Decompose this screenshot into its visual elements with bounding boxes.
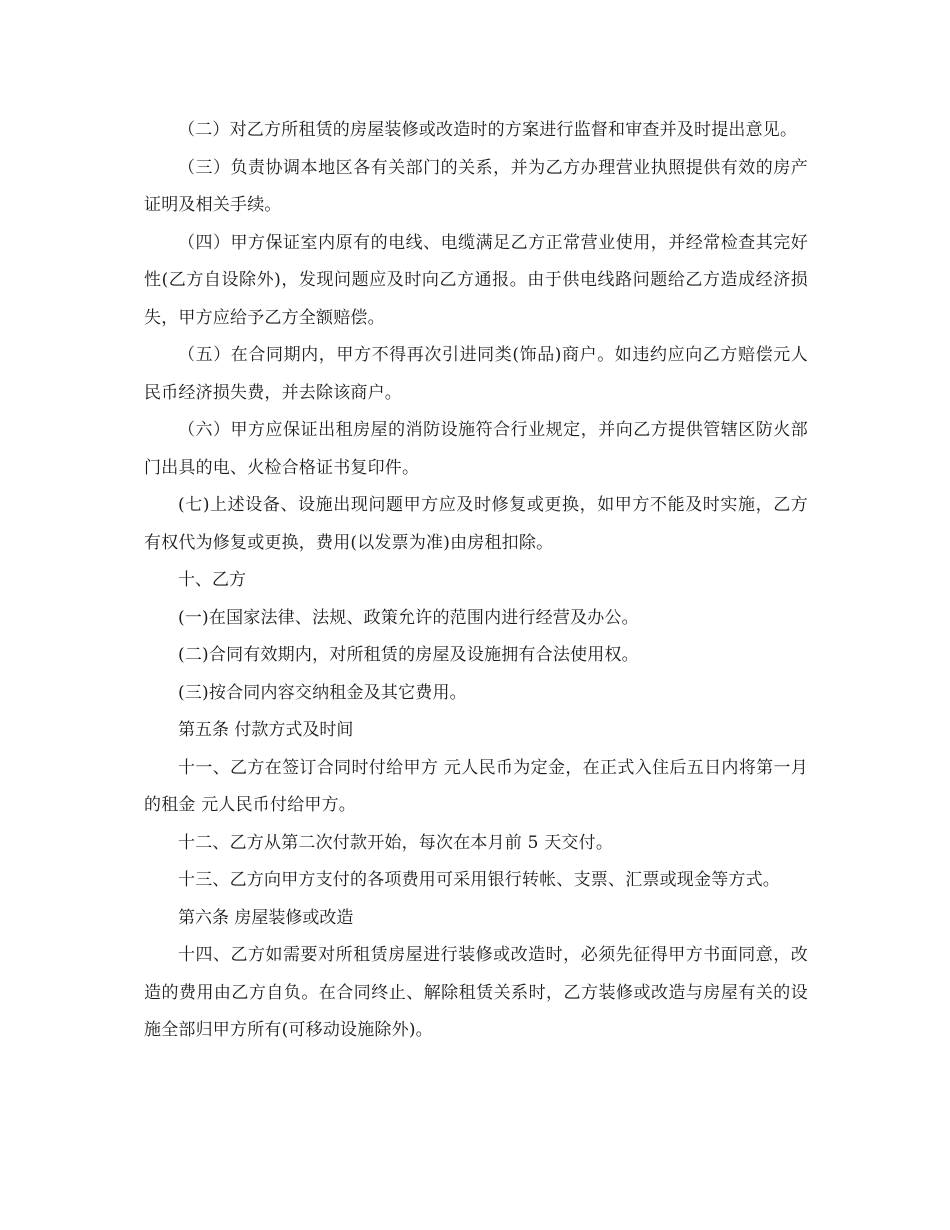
paragraph-tenant-right-1: (一)在国家法律、法规、政策允许的范围内进行经营及办公。 bbox=[178, 607, 639, 628]
paragraph-landlord-duty-2: （二）对乙方所租赁的房屋装修或改造时的方案进行监督和审查并及时提出意见。 bbox=[178, 120, 798, 140]
paragraph-landlord-duty-6: （六）甲方应保证出租房屋的消防设施符合行业规定，并向乙方提供管辖区防火部门出具的电、火检合格证书复印件。 bbox=[144, 420, 808, 478]
paragraph-landlord-duty-4: （四）甲方保证室内原有的电线、电缆满足乙方正常营业使用，并经常检查其完好性(乙方自设除外)，发现问题应及时向乙方通报。由于供电线路问题给乙方造成经济损失，甲方应给予乙方全额赔偿。 bbox=[144, 232, 808, 328]
article-heading-payment: 第五条 付款方式及时间 bbox=[178, 720, 354, 740]
paragraph-tenant-right-3: (三)按合同内容交纳租金及其它费用。 bbox=[178, 682, 467, 703]
article-heading-renovation: 第六条 房屋装修或改造 bbox=[178, 907, 354, 928]
paragraph-clause-12: 十二、乙方从第二次付款开始，每次在本月前 5 天交付。 bbox=[178, 832, 614, 853]
paragraph-landlord-duty-7: (七)上述设备、设施出现问题甲方应及时修复或更换，如甲方不能及时实施，乙方有权代为修复或更换，费用(以发票为准)由房租扣除。 bbox=[144, 495, 808, 553]
paragraph-landlord-duty-5: （五）在合同期内，甲方不得再次引进同类(饰品)商户。如违约应向乙方赔偿元人民币经济损失费，并去除该商户。 bbox=[144, 345, 808, 403]
paragraph-clause-13: 十三、乙方向甲方支付的各项费用可采用银行转帐、支票、汇票或现金等方式。 bbox=[178, 870, 780, 890]
paragraph-clause-14: 十四、乙方如需要对所租赁房屋进行装修或改造时，必须先征得甲方书面同意，改造的费用由乙方自负。在合同终止、解除租赁关系时，乙方装修或改造与房屋有关的设施全部归甲方所有(可移动设施除外)。 bbox=[144, 945, 808, 1040]
paragraph-tenant-right-2: (二)合同有效期内，对所租赁的房屋及设施拥有合法使用权。 bbox=[178, 645, 639, 665]
document-body bbox=[144, 112, 808, 1050]
paragraph-landlord-duty-3: （三）负责协调本地区各有关部门的关系，并为乙方办理营业执照提供有效的房产证明及相关手续。 bbox=[144, 157, 808, 215]
paragraph-clause-11: 十一、乙方在签订合同时付给甲方 元人民币为定金，在正式入住后五日内将第一月的租金 元人民币付给甲方。 bbox=[144, 757, 808, 815]
section-heading-tenant: 十、乙方 bbox=[178, 570, 246, 590]
